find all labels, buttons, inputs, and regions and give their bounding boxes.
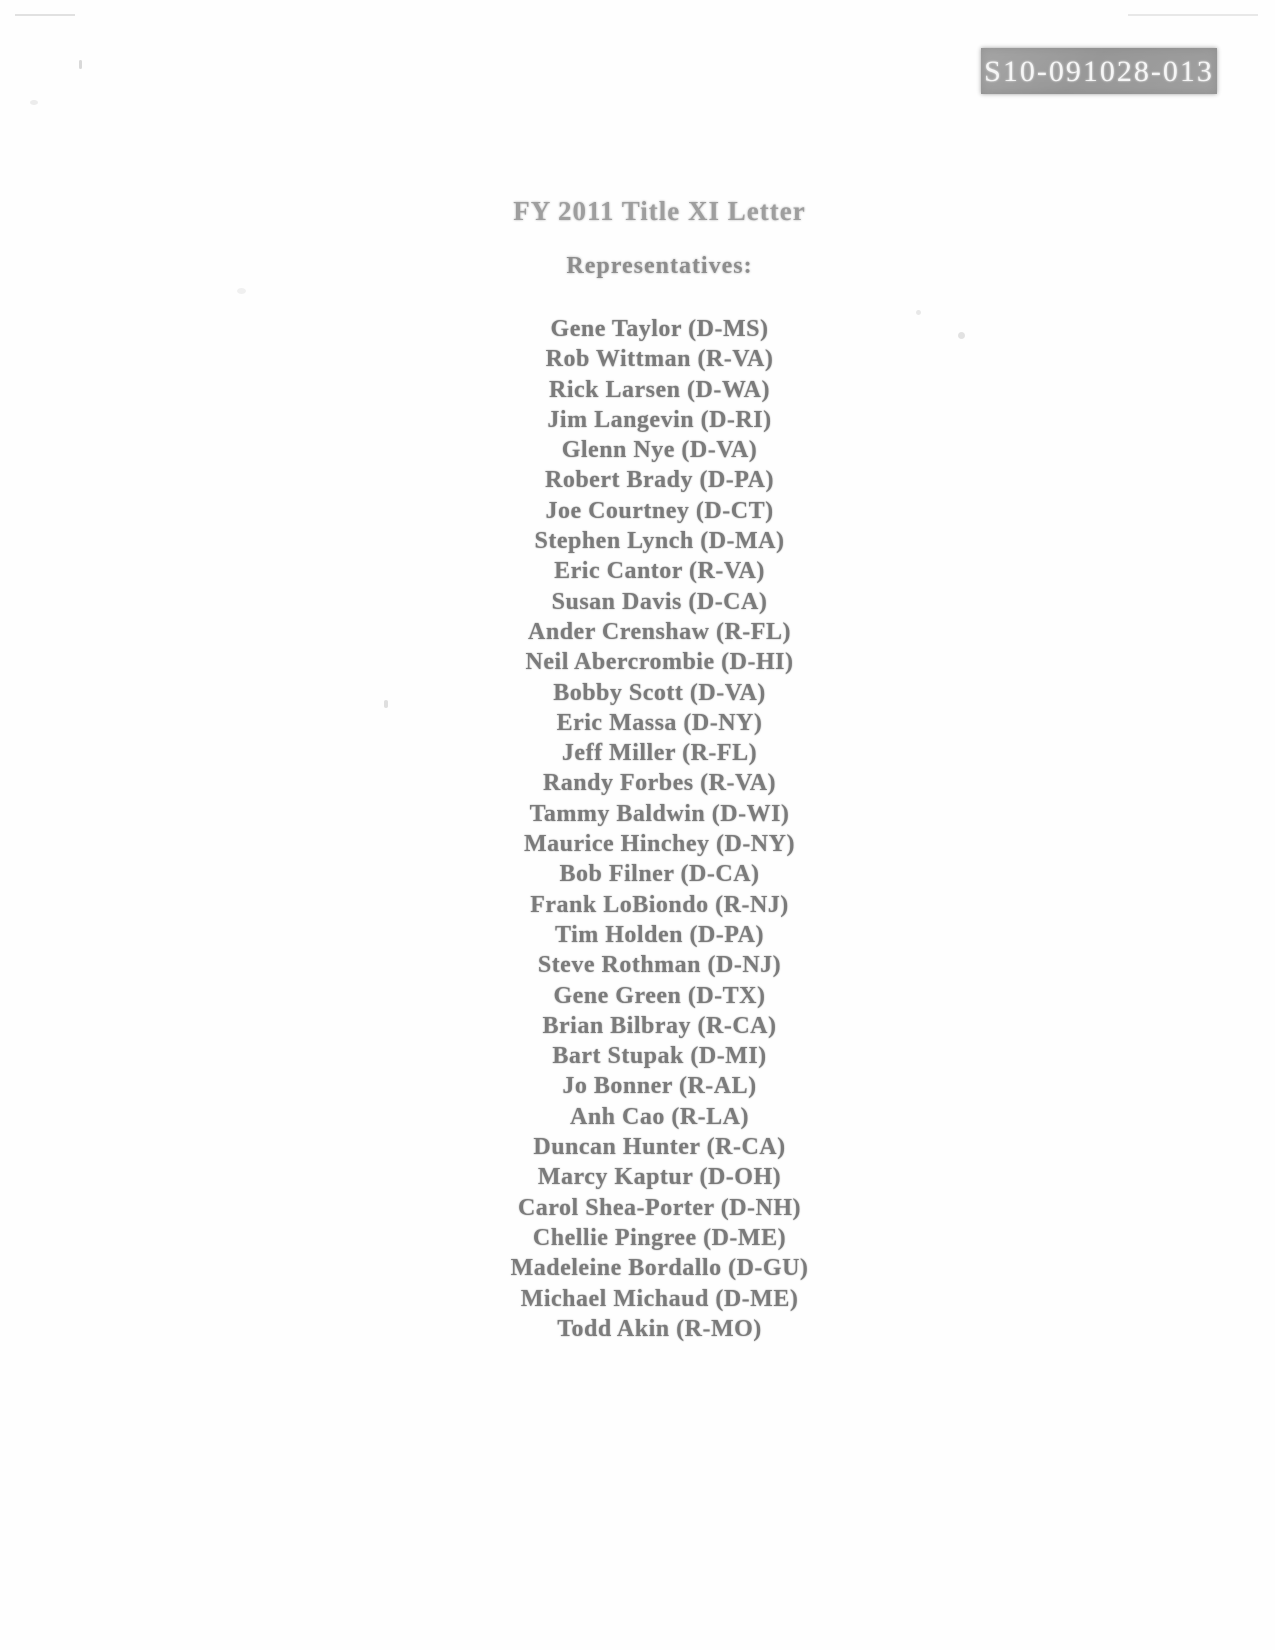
scan-artifact-speck — [79, 60, 82, 69]
representative-entry: Jeff Miller (R-FL) — [561, 740, 758, 767]
representative-entry: Susan Davis (D-CA) — [551, 588, 768, 615]
representative-entry: Marcy Kaptur (D-OH) — [537, 1164, 782, 1191]
document-id-stamp: S10-091028-013 — [981, 48, 1217, 94]
representative-entry: Carol Shea-Porter (D-NH) — [517, 1194, 802, 1221]
representative-entry: Eric Cantor (R-VA) — [554, 558, 765, 585]
representatives-list — [22, 314, 1275, 1344]
representative-entry: Tammy Baldwin (D-WI) — [529, 800, 790, 827]
representative-entry: Robert Brady (D-PA) — [544, 467, 774, 494]
representative-entry: Michael Michaud (D-ME) — [520, 1285, 799, 1312]
representative-entry: Madeleine Bordallo (D-GU) — [510, 1255, 809, 1282]
representative-entry: Duncan Hunter (R-CA) — [533, 1134, 786, 1161]
representative-entry: Bob Filner (D-CA) — [559, 861, 760, 888]
representative-entry: Eric Massa (D-NY) — [556, 709, 763, 736]
representative-entry: Joe Courtney (D-CT) — [545, 497, 774, 524]
representative-entry: Ander Crenshaw (R-FL) — [528, 618, 791, 645]
representative-entry: Anh Cao (R-LA) — [569, 1103, 749, 1130]
representative-entry: Jim Langevin (D-RI) — [547, 406, 772, 433]
representative-entry: Stephen Lynch (D-MA) — [534, 528, 785, 555]
representative-entry: Gene Taylor (D-MS) — [550, 316, 769, 342]
representative-entry: Chellie Pingree (D-ME) — [532, 1224, 787, 1251]
scan-artifact-speck — [30, 100, 38, 105]
representative-entry: Bobby Scott (D-VA) — [553, 679, 766, 706]
representative-entry: Glenn Nye (D-VA) — [561, 437, 758, 464]
representative-entry: Bart Stupak (D-MI) — [552, 1043, 767, 1070]
representative-entry: Maurice Hinchey (D-NY) — [524, 831, 795, 858]
representative-entry: Steve Rothman (D-NJ) — [537, 952, 782, 979]
representative-entry: Brian Bilbray (R-CA) — [542, 1012, 777, 1039]
representative-entry: Neil Abercrombie (D-HI) — [525, 649, 794, 676]
representative-entry: Frank LoBiondo (R-NJ) — [530, 891, 789, 918]
scan-artifact-line — [1128, 14, 1258, 16]
section-heading-representatives: Representatives: — [566, 253, 753, 279]
document-title: FY 2011 Title XI Letter — [513, 196, 806, 226]
representative-entry: Gene Green (D-TX) — [553, 982, 766, 1009]
scan-artifact-speck — [237, 288, 246, 294]
representative-entry: Todd Akin (R-MO) — [557, 1315, 762, 1342]
representative-entry: Tim Holden (D-PA) — [555, 921, 764, 948]
representative-entry: Rick Larsen (D-WA) — [549, 376, 770, 403]
representative-entry: Randy Forbes (R-VA) — [542, 770, 777, 797]
representative-entry: Rob Wittman (R-VA) — [545, 346, 774, 373]
scan-artifact-line — [15, 14, 75, 16]
representative-entry: Jo Bonner (R-AL) — [562, 1073, 757, 1100]
